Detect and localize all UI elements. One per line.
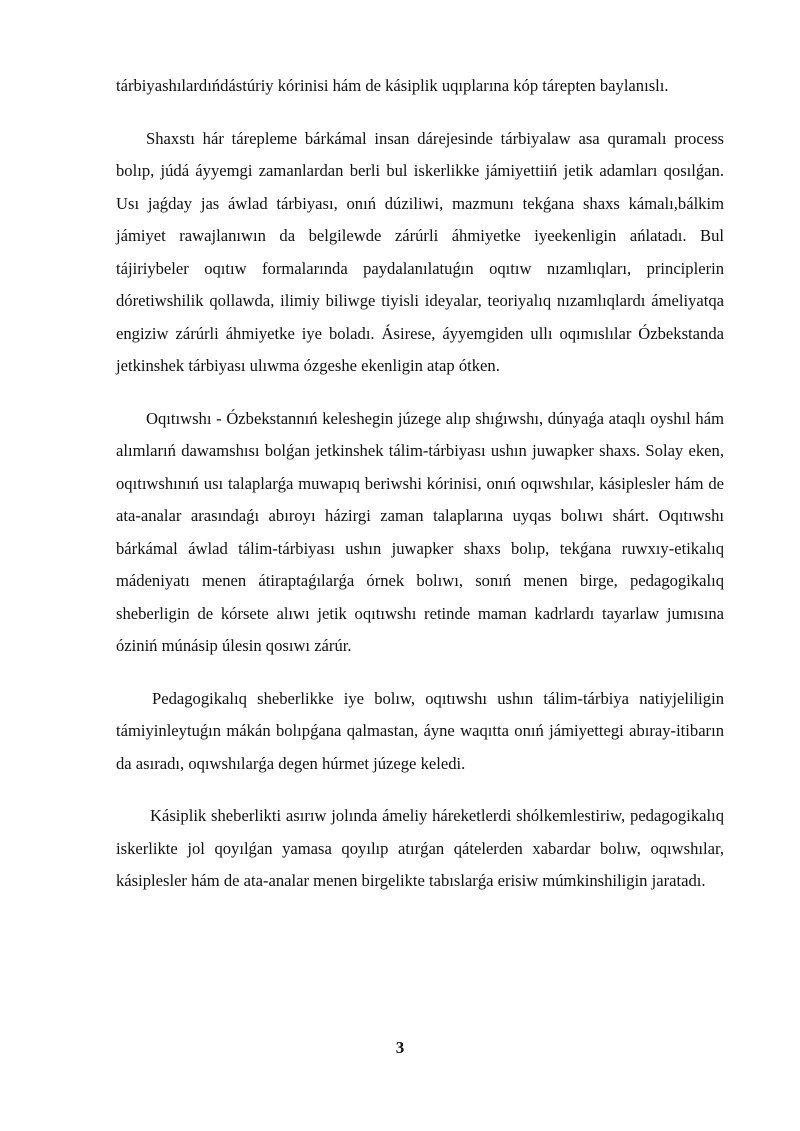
document-body bbox=[116, 70, 724, 898]
page-number: 3 bbox=[395, 1038, 405, 1057]
paragraph-upbringing: Shaxstı hár tárepleme bárkámal insan dárejesinde tárbiyalaw asa quramalı process bolıp, júdá áyyemgi zamanlardan berli bul iskerlikke jámiyettiiń jetik adamları qosılǵan. Usı jaǵday jas áwlad tárbiyası, onıń dúziliwi, mazmunı tekǵana shaxs kámalı,bálkim jámiyet rawajlanıwın da belgilewde zárúrli áhmiyetke iyeekenligin ańlatadı. Bul tájiriybeler oqıtıw formalarında paydalanılatuǵın oqıtıw nızamlıqları, principlerin dóretiwshilik qollawda, ilimiy biliwge tiyisli ideyalar, teoriyalıq nızamlıqlardı ámeliyatqa engiziw zárúrli áhmiyetke iye boladı. Ásirese, áyyemgiden ullı oqımıslılar Ózbekstanda jetkinshek tárbiyası ulıwma ózgeshe ekenligin atap ótken. bbox=[116, 128, 724, 375]
paragraph-teacher: Oqıtıwshı - Ózbekstannıń keleshegin júzege alıp shıǵıwshı, dúnyaǵa ataqlı oyshıl hám alımlarıń dawamshısı bolǵan jetkinshek tálim-tárbiyası ushın juwapker shaxs. Solay eken, oqıtıwshınıń usı talaplarǵa muwapıq beriwshi kórinisi, onıń oqıwshılar, kásiplesler hám de ata-analar arasındaǵı abıroyı házirgi zaman talaplarına uyqas bolıwı shárt. Oqıtıwshı bárkámal áwlad tálim-tárbiyası ushın juwapker shaxs bolıp, tekǵana ruwxıy-etikalıq mádeniyatı menen átiraptaǵılarǵa órnek bolıwı, sonıń menen birge, pedagogikalıq sheberligin de kórsete alıwı jetik oqıtıwshı retinde maman kadrlardı tayarlaw jumısına óziniń múnásip úlesin qosıwı zárúr. bbox=[116, 408, 724, 655]
paragraph-mastery: Pedagogikalıq sheberlikke iye bolıw, oqıtıwshı ushın tálim-tárbiya natiyjeliligin támiyinleytuǵın mákán bolıpǵana qalmastan, áyne waqıtta onıń jámiyettegi abıray-itibarın da asıradı, oqıwshılarǵa degen húrmet júzege keledi. bbox=[116, 688, 724, 773]
paragraph-continuation: tárbiyashılardıńdástúriy kórinisi hám de kásiplik uqıplarına kóp tárepten baylanıslı. bbox=[116, 76, 669, 95]
paragraph-professional-skill: Kásiplik sheberlikti asırıw jolında ámeliy háreketlerdi shólkemlestiriw, pedagogikalıq iskerlikte jol qoyılǵan yamasa qoyılıp atırǵan qátelerden xabardar bolıw, oqıwshılar, kásiplesler hám de ata-analar menen birgelikte tabıslarǵa erisiw múmkinshiligin jaratadı. bbox=[116, 806, 724, 890]
